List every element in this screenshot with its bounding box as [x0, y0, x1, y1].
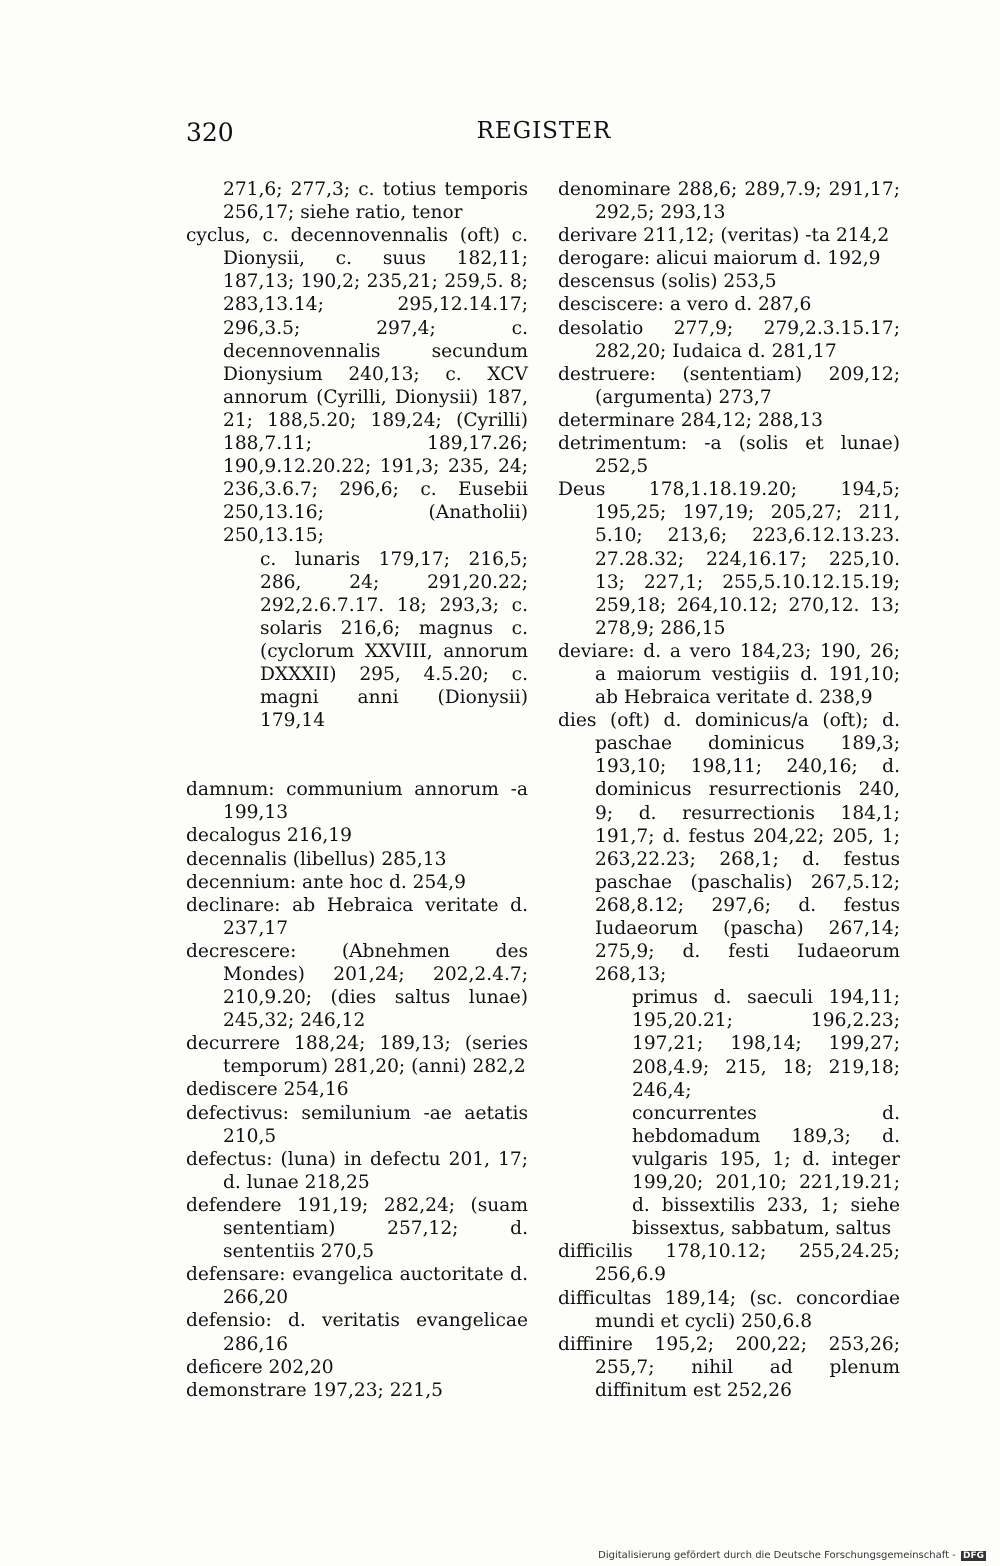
index-entry: Deus 178,1.18.19.20; 194,5; 195,25; 197,19; 205,27; 211, 5.10; 213,6; 223,6.12.13.23. 27.28.32; 224,16.17; 225,10. 13; 227,1; 255,5.10.12.15.19; 259,18; 264,10.12; 270,12. 13; 278,9; 286,15: [558, 479, 900, 639]
letter-gap: [186, 732, 528, 778]
index-entry: destruere: (sententiam) 209,12; (argumenta) 273,7: [558, 363, 900, 408]
index-entry: defendere 191,19; 282,24; (suam sententiam) 257,12; d. sententiis 270,5: [186, 1194, 528, 1263]
index-entry: declinare: ab Hebraica veritate d. 237,17: [186, 894, 528, 939]
index-entry: defectivus: semilunium -ae aetatis 210,5: [186, 1102, 528, 1147]
index-entry: decalogus 216,19: [186, 825, 352, 847]
index-entry: difficultas 189,14; (sc. concordiae mundi et cycli) 250,6.8: [558, 1287, 900, 1332]
page-header: [186, 118, 902, 152]
index-entry: denominare 288,6; 289,7.9; 291,17; 292,5; 293,13: [558, 179, 900, 224]
index-entry: dediscere 254,16: [186, 1079, 349, 1101]
index-entry: primus d. saeculi 194,11; 195,20.21; 196,2.23; 197,21; 198,14; 199,27; 208,4.9; 215, 18; 219,18; 246,4;: [632, 987, 900, 1101]
index-entry: derogare: alicui maiorum d. 192,9: [558, 248, 881, 270]
credit-text: Digitalisierung gefördert durch die Deutsche Forschungsgemeinschaft -: [598, 1550, 956, 1561]
index-entry: diffinire 195,2; 200,22; 253,26; 255,7; nihil ad plenum diffinitum est 252,26: [558, 1333, 900, 1401]
index-entry: 271,6; 277,3; c. totius temporis 256,17; siehe ratio, tenor: [223, 179, 528, 224]
index-entry: concurrentes d. hebdomadum 189,3; d. vulgaris 195, 1; d. integer 199,20; 201,10; 221,19.21; d. bissextilis 233, 1; siehe bissextus, sabbatum, saltus: [632, 1102, 900, 1240]
index-entry: decrescere: (Abnehmen des Mondes) 201,24; 202,2.4.7; 210,9.20; (dies saltus lunae) 245,32; 246,12: [186, 940, 528, 1032]
index-entry: descensus (solis) 253,5: [558, 271, 777, 293]
page-number: 320: [186, 118, 234, 147]
index-entry: damnum: communium annorum -a 199,13: [186, 779, 528, 824]
running-title: REGISTER: [476, 118, 612, 144]
left-column: [186, 178, 528, 1402]
index-entry: dies (oft) d. dominicus/a (oft); d. paschae dominicus 189,3; 193,10; 198,11; 240,16; d. dominicus resurrectionis 240, 9; d. resurrectionis 184,1; 191,7; d. festus 204,22; 205, 1; 263,22.23; 268,1; d. festus paschae (paschalis) 267,5.12; 268,8.12; 297,6; d. festus Iudaeorum (pascha) 267,14; 275,9; d. festi Iudaeorum 268,13;: [558, 710, 900, 986]
index-entry: desciscere: a vero d. 287,6: [558, 294, 812, 316]
dfg-logo: DFG: [962, 1551, 984, 1561]
index-entry: difficilis 178,10.12; 255,24.25; 256,6.9: [558, 1241, 900, 1286]
index-entry: desolatio 277,9; 279,2.3.15.17; 282,20; Iudaica d. 281,17: [558, 317, 900, 362]
index-entry: c. lunaris 179,17; 216,5; 286, 24; 291,20.22; 292,2.6.7.17. 18; 293,3; c. solaris 216,6; magnus c. (cyclorum XXVIII, annorum DXXXII) 295, 4.5.20; c. magni anni (Dionysii) 179,14: [260, 548, 528, 732]
index-entry: deviare: d. a vero 184,23; 190, 26; a maiorum vestigiis d. 191,10; ab Hebraica veritate d. 238,9: [558, 640, 900, 709]
index-entry: defensare: evangelica auctoritate d. 266,20: [186, 1264, 528, 1309]
index-entry: demonstrare 197,23; 221,5: [186, 1379, 443, 1401]
index-entry: determinare 284,12; 288,13: [558, 409, 824, 431]
index-entry: defensio: d. veritatis evangelicae 286,16: [186, 1310, 528, 1355]
index-entry: defectus: (luna) in defectu 201, 17; d. lunae 218,25: [186, 1148, 528, 1193]
digitization-credit: [598, 1550, 986, 1561]
index-entry: detrimentum: -a (solis et lunae) 252,5: [558, 433, 900, 478]
index-entry: decurrere 188,24; 189,13; (series temporum) 281,20; (anni) 282,2: [186, 1033, 528, 1078]
index-entry: decennium: ante hoc d. 254,9: [186, 871, 466, 893]
right-column: [558, 178, 900, 1402]
index-entry: cyclus, c. decennovennalis (oft) c. Dionysii, c. suus 182,11; 187,13; 190,2; 235,21; 259,5. 8; 283,13.14; 295,12.14.17; 296,3.5; 297,4; c. decennovennalis secundum Dionysium 240,13; c. XCV annorum (Cyrilli, Dionysii) 187, 21; 188,5.20; 189,24; (Cyrilli) 188,7.11; 189,17.26; 190,9.12.20.22; 191,3; 235, 24; 236,3.6.7; 296,6; c. Eusebii 250,13.16; (Anatholii) 250,13.15;: [186, 225, 528, 547]
index-entry: derivare 211,12; (veritas) -ta 214,2: [558, 225, 890, 247]
index-entry: deficere 202,20: [186, 1356, 334, 1378]
index-entry: decennalis (libellus) 285,13: [186, 848, 447, 870]
